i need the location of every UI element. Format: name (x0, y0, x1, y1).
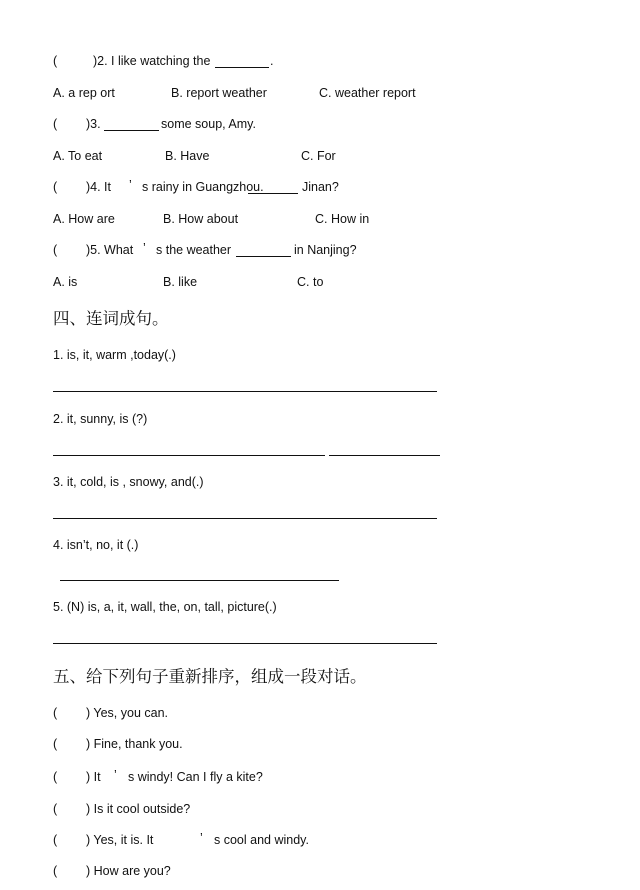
answer-line-3[interactable] (53, 518, 437, 519)
answer-line-2a[interactable] (53, 455, 325, 456)
option-c: C. to (297, 275, 324, 289)
sentence-item-1: 1. is, it, warm ,today(.) (53, 348, 176, 362)
answer-paren: ( (53, 243, 58, 257)
sentence-item-3: 3. it, cold, is , snowy, and(.) (53, 475, 204, 489)
option-c: C. weather report (319, 86, 416, 100)
answer-blank[interactable] (236, 256, 291, 257)
dialogue-text: ) Fine, thank you. (86, 737, 183, 751)
option-b: B. Have (165, 149, 210, 163)
dialogue-text-rest: s cool and windy. (214, 833, 309, 847)
answer-line-5[interactable] (53, 643, 437, 644)
dialogue-text: ) How are you? (86, 864, 171, 878)
answer-blank[interactable] (104, 130, 159, 131)
sentence-item-5: 5. (N) is, a, it, wall, the, on, tall, picture(.) (53, 600, 277, 614)
option-c: C. How in (315, 212, 370, 226)
answer-blank[interactable] (248, 193, 298, 194)
option-a: A. How are (53, 212, 115, 226)
question-rest: Jinan? (302, 180, 339, 194)
answer-line-2b[interactable] (329, 455, 440, 456)
answer-paren: ( (53, 770, 58, 784)
apostrophe: ’ (143, 241, 146, 255)
answer-line-1[interactable] (53, 391, 437, 392)
apostrophe: ’ (200, 831, 203, 845)
question-rest: some soup, Amy. (161, 117, 256, 131)
question-stem: )3. (86, 117, 101, 131)
option-a: A. To eat (53, 149, 103, 163)
dialogue-text-rest: s windy! Can I fly a kite? (128, 770, 263, 784)
option-c: C. For (301, 149, 336, 163)
dialogue-text: ) Is it cool outside? (86, 802, 191, 816)
answer-paren: ( (53, 833, 58, 847)
dialogue-text: ) Yes, it is. It (86, 833, 154, 847)
section-5-title: 五、给下列句子重新排序，组成一段对话。 (53, 667, 367, 686)
answer-line-4[interactable] (60, 580, 339, 581)
answer-paren: ( (53, 864, 58, 878)
question-stem: )4. It (86, 180, 112, 194)
question-stem: )5. What (86, 243, 134, 257)
answer-paren: ( (53, 54, 58, 68)
option-a: A. a rep ort (53, 86, 115, 100)
option-b: B. report weather (171, 86, 267, 100)
option-a: A. is (53, 275, 78, 289)
apostrophe: ’ (129, 178, 132, 192)
option-b: B. How about (163, 212, 239, 226)
question-rest: in Nanjing? (294, 243, 357, 257)
answer-paren: ( (53, 117, 58, 131)
question-end: . (270, 54, 274, 68)
dialogue-text: ) It (86, 770, 101, 784)
section-4-title: 四、连词成句。 (53, 309, 169, 328)
question-mid: s rainy in Guangzhou. (142, 180, 264, 194)
answer-paren: ( (53, 706, 58, 720)
answer-paren: ( (53, 802, 58, 816)
answer-blank[interactable] (215, 67, 269, 68)
answer-paren: ( (53, 180, 58, 194)
sentence-item-4: 4. isn’t, no, it (.) (53, 538, 139, 552)
sentence-item-2: 2. it, sunny, is (?) (53, 412, 148, 426)
apostrophe: ’ (114, 768, 117, 782)
question-mid: s the weather (156, 243, 232, 257)
dialogue-text: ) Yes, you can. (86, 706, 169, 720)
question-stem: )2. I like watching the (93, 54, 211, 68)
answer-paren: ( (53, 737, 58, 751)
option-b: B. like (163, 275, 198, 289)
